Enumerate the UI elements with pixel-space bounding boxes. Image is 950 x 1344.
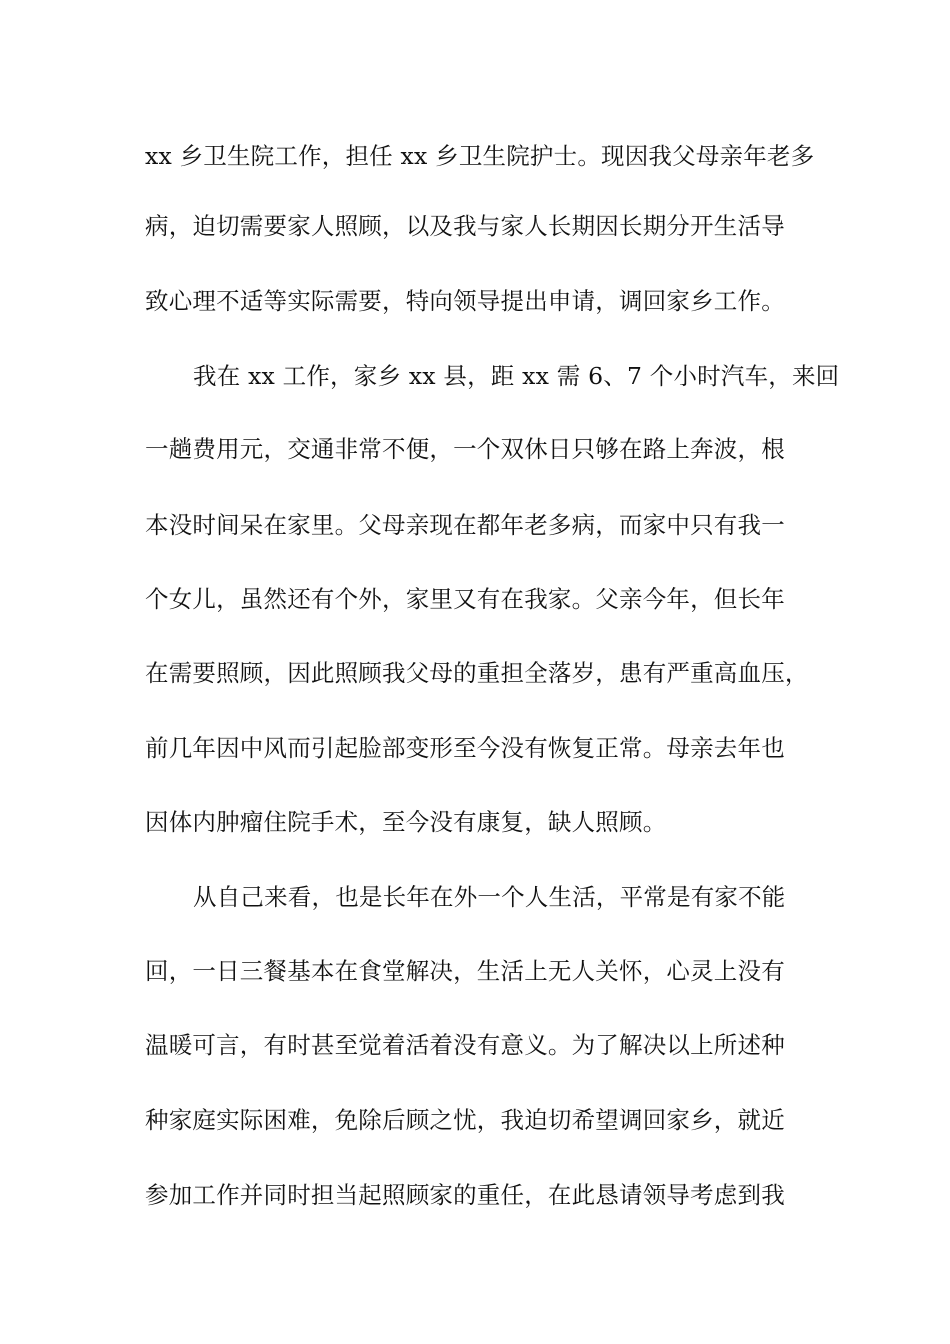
text-line: 病，迫切需要家人照顾，以及我与家人长期因长期分开生活导 [145,212,785,240]
text-line: 因体内肿瘤住院手术，至今没有康复，缺人照顾。 [145,808,667,836]
text-line: 前几年因中风而引起脸部变形至今没有恢复正常。母亲去年也 [145,734,785,762]
text-line: 温暖可言，有时甚至觉着活着没有意义。为了解决以上所述种 [145,1031,785,1059]
paragraph-first-line: 从自己来看，也是长年在外一个人生活，平常是有家不能 [193,883,786,911]
text-line: 在需要照顾，因此照顾我父母的重担全落岁，患有严重高血压， [145,659,809,687]
text-line: 参加工作并同时担当起照顾家的重任，在此恳请领导考虑到我 [145,1181,785,1209]
paragraph-first-line: 我在 xx 工作，家乡 xx 县，距 xx 需 6、7 个小时汽车，来回 [193,362,840,390]
text-line: xx 乡卫生院工作，担任 xx 乡卫生院护士。现因我父母亲年老多 [145,142,815,170]
text-line: 种家庭实际困难，免除后顾之忧，我迫切希望调回家乡，就近 [145,1106,785,1134]
text-line: 个女儿，虽然还有个外，家里又有在我家。父亲今年，但长年 [145,585,785,613]
text-line: 本没时间呆在家里。父母亲现在都年老多病，而家中只有我一 [145,511,785,539]
text-line: 一趟费用元，交通非常不便，一个双休日只够在路上奔波，根 [145,435,785,463]
text-line: 回，一日三餐基本在食堂解决，生活上无人关怀，心灵上没有 [145,957,785,985]
text-line: 致心理不适等实际需要，特向领导提出申请，调回家乡工作。 [145,287,785,315]
